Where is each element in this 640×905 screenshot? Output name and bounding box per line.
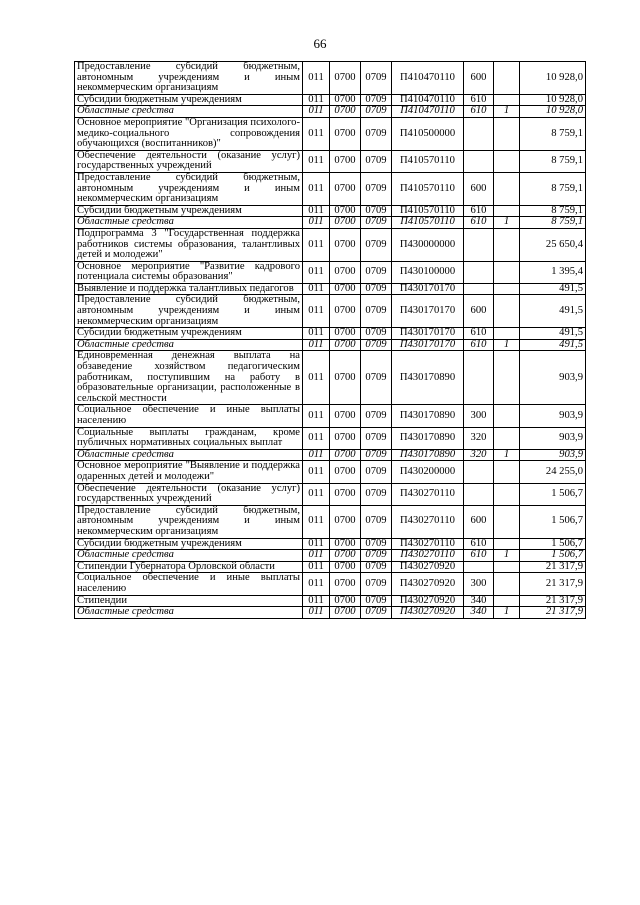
row-name-cell: Основное мероприятие "Организация психолого-медико-социального сопровождения обучающихся (воспитанников)" [75, 117, 303, 150]
expense-type-cell: 340 [464, 595, 494, 607]
gr-code-cell: 011 [303, 172, 330, 205]
section-code-cell: 0700 [330, 561, 361, 573]
subsection-code-cell: 0709 [361, 228, 392, 261]
amount-cell: 21 317,9 [520, 607, 586, 619]
source-cell [494, 261, 520, 283]
source-cell [494, 295, 520, 328]
section-code-cell: 0700 [330, 538, 361, 550]
table-row [75, 561, 586, 573]
section-code-cell: 0700 [330, 217, 361, 229]
gr-code-cell: 011 [303, 94, 330, 106]
amount-cell: 903,9 [520, 405, 586, 427]
source-cell [494, 538, 520, 550]
source-cell [494, 461, 520, 483]
expense-type-cell: 610 [464, 94, 494, 106]
source-cell [494, 351, 520, 405]
target-article-cell: П430170890 [392, 405, 464, 427]
row-name-cell: Областные средства [75, 339, 303, 351]
table-row [75, 205, 586, 217]
subsection-code-cell: 0709 [361, 295, 392, 328]
amount-cell: 903,9 [520, 449, 586, 461]
expense-type-cell: 610 [464, 328, 494, 340]
section-code-cell: 0700 [330, 295, 361, 328]
row-name-cell: Стипендии Губернатора Орловской области [75, 561, 303, 573]
subsection-code-cell: 0709 [361, 94, 392, 106]
subsection-code-cell: 0709 [361, 561, 392, 573]
source-cell [494, 117, 520, 150]
expense-type-cell: 610 [464, 217, 494, 229]
subsection-code-cell: 0709 [361, 150, 392, 172]
gr-code-cell: 011 [303, 538, 330, 550]
amount-cell: 903,9 [520, 427, 586, 449]
row-name-cell: Подпрограмма 3 "Государственная поддержка работников системы образования, талантливых детей и молодежи" [75, 228, 303, 261]
subsection-code-cell: 0709 [361, 205, 392, 217]
section-code-cell: 0700 [330, 550, 361, 562]
table-row [75, 505, 586, 538]
row-name-cell: Областные средства [75, 607, 303, 619]
target-article-cell: П430170170 [392, 283, 464, 295]
amount-cell: 8 759,1 [520, 172, 586, 205]
target-article-cell: П410500000 [392, 117, 464, 150]
table-row [75, 607, 586, 619]
row-name-cell: Стипендии [75, 595, 303, 607]
expense-type-cell: 600 [464, 172, 494, 205]
expense-type-cell: 320 [464, 427, 494, 449]
expense-type-cell: 600 [464, 505, 494, 538]
gr-code-cell: 011 [303, 449, 330, 461]
source-cell [494, 228, 520, 261]
table-row [75, 538, 586, 550]
amount-cell: 8 759,1 [520, 205, 586, 217]
section-code-cell: 0700 [330, 595, 361, 607]
expense-type-cell: 610 [464, 205, 494, 217]
target-article-cell: П410470110 [392, 94, 464, 106]
target-article-cell: П430170170 [392, 295, 464, 328]
table-row [75, 595, 586, 607]
expense-type-cell: 300 [464, 573, 494, 595]
section-code-cell: 0700 [330, 573, 361, 595]
expense-type-cell [464, 117, 494, 150]
source-cell [494, 172, 520, 205]
table-row [75, 94, 586, 106]
section-code-cell: 0700 [330, 461, 361, 483]
table-row [75, 106, 586, 118]
subsection-code-cell: 0709 [361, 538, 392, 550]
gr-code-cell: 011 [303, 295, 330, 328]
table-row [75, 295, 586, 328]
amount-cell: 1 395,4 [520, 261, 586, 283]
subsection-code-cell: 0709 [361, 607, 392, 619]
table-body [75, 62, 586, 619]
subsection-code-cell: 0709 [361, 405, 392, 427]
gr-code-cell: 011 [303, 427, 330, 449]
section-code-cell: 0700 [330, 505, 361, 538]
amount-cell: 10 928,0 [520, 94, 586, 106]
table-row [75, 261, 586, 283]
gr-code-cell: 011 [303, 505, 330, 538]
row-name-cell: Областные средства [75, 449, 303, 461]
gr-code-cell: 011 [303, 339, 330, 351]
gr-code-cell: 011 [303, 607, 330, 619]
gr-code-cell: 011 [303, 106, 330, 118]
expense-type-cell: 610 [464, 339, 494, 351]
amount-cell: 8 759,1 [520, 217, 586, 229]
table-row [75, 427, 586, 449]
subsection-code-cell: 0709 [361, 550, 392, 562]
source-cell: 1 [494, 106, 520, 118]
amount-cell: 21 317,9 [520, 561, 586, 573]
section-code-cell: 0700 [330, 205, 361, 217]
section-code-cell: 0700 [330, 117, 361, 150]
expense-type-cell [464, 150, 494, 172]
subsection-code-cell: 0709 [361, 595, 392, 607]
table-row [75, 217, 586, 229]
gr-code-cell: 011 [303, 62, 330, 95]
row-name-cell: Областные средства [75, 106, 303, 118]
subsection-code-cell: 0709 [361, 172, 392, 205]
row-name-cell: Областные средства [75, 550, 303, 562]
gr-code-cell: 011 [303, 573, 330, 595]
expense-type-cell [464, 261, 494, 283]
target-article-cell: П410570110 [392, 205, 464, 217]
amount-cell: 491,5 [520, 328, 586, 340]
gr-code-cell: 011 [303, 561, 330, 573]
row-name-cell: Предоставление субсидий бюджетным, автономным учреждениям и иным некоммерческим организациям [75, 505, 303, 538]
source-cell [494, 283, 520, 295]
table-row [75, 461, 586, 483]
gr-code-cell: 011 [303, 150, 330, 172]
expense-type-cell [464, 483, 494, 505]
expense-type-cell: 600 [464, 62, 494, 95]
section-code-cell: 0700 [330, 261, 361, 283]
amount-cell: 903,9 [520, 351, 586, 405]
subsection-code-cell: 0709 [361, 62, 392, 95]
gr-code-cell: 011 [303, 405, 330, 427]
amount-cell: 1 506,7 [520, 505, 586, 538]
source-cell [494, 595, 520, 607]
source-cell [494, 150, 520, 172]
table-row [75, 573, 586, 595]
gr-code-cell: 011 [303, 461, 330, 483]
subsection-code-cell: 0709 [361, 217, 392, 229]
target-article-cell: П430200000 [392, 461, 464, 483]
page-number: 66 [313, 36, 327, 51]
target-article-cell: П430270110 [392, 483, 464, 505]
section-code-cell: 0700 [330, 150, 361, 172]
section-code-cell: 0700 [330, 62, 361, 95]
source-cell [494, 573, 520, 595]
target-article-cell: П430270110 [392, 538, 464, 550]
target-article-cell: П410570110 [392, 150, 464, 172]
amount-cell: 21 317,9 [520, 573, 586, 595]
row-name-cell: Обеспечение деятельности (оказание услуг) государственных учреждений [75, 483, 303, 505]
table-row [75, 62, 586, 95]
subsection-code-cell: 0709 [361, 106, 392, 118]
subsection-code-cell: 0709 [361, 573, 392, 595]
gr-code-cell: 011 [303, 351, 330, 405]
section-code-cell: 0700 [330, 228, 361, 261]
expense-type-cell: 610 [464, 550, 494, 562]
table-row [75, 483, 586, 505]
target-article-cell: П430170890 [392, 427, 464, 449]
target-article-cell: П430170890 [392, 449, 464, 461]
row-name-cell: Предоставление субсидий бюджетным, автономным учреждениям и иным некоммерческим организациям [75, 62, 303, 95]
target-article-cell: П430170890 [392, 351, 464, 405]
target-article-cell: П430270110 [392, 505, 464, 538]
target-article-cell: П430270920 [392, 607, 464, 619]
target-article-cell: П410570110 [392, 172, 464, 205]
source-cell [494, 483, 520, 505]
section-code-cell: 0700 [330, 427, 361, 449]
amount-cell: 491,5 [520, 283, 586, 295]
gr-code-cell: 011 [303, 228, 330, 261]
target-article-cell: П430170170 [392, 328, 464, 340]
row-name-cell: Субсидии бюджетным учреждениям [75, 328, 303, 340]
row-name-cell: Социальные выплаты гражданам, кроме публичных нормативных социальных выплат [75, 427, 303, 449]
source-cell: 1 [494, 339, 520, 351]
expense-type-cell: 300 [464, 405, 494, 427]
section-code-cell: 0700 [330, 405, 361, 427]
source-cell: 1 [494, 550, 520, 562]
expense-type-cell: 320 [464, 449, 494, 461]
row-name-cell: Обеспечение деятельности (оказание услуг) государственных учреждений [75, 150, 303, 172]
target-article-cell: П410470110 [392, 62, 464, 95]
source-cell [494, 561, 520, 573]
budget-table [74, 61, 586, 619]
expense-type-cell: 600 [464, 295, 494, 328]
gr-code-cell: 011 [303, 205, 330, 217]
amount-cell: 10 928,0 [520, 106, 586, 118]
amount-cell: 1 506,7 [520, 483, 586, 505]
expense-type-cell [464, 561, 494, 573]
section-code-cell: 0700 [330, 449, 361, 461]
source-cell [494, 427, 520, 449]
section-code-cell: 0700 [330, 351, 361, 405]
table-row [75, 550, 586, 562]
amount-cell: 21 317,9 [520, 595, 586, 607]
row-name-cell: Социальное обеспечение и иные выплаты населению [75, 405, 303, 427]
source-cell [494, 405, 520, 427]
row-name-cell: Субсидии бюджетным учреждениям [75, 94, 303, 106]
source-cell: 1 [494, 607, 520, 619]
row-name-cell: Основное мероприятие "Выявление и поддержка одаренных детей и молодежи" [75, 461, 303, 483]
source-cell [494, 62, 520, 95]
target-article-cell: П410570110 [392, 217, 464, 229]
source-cell [494, 505, 520, 538]
amount-cell: 24 255,0 [520, 461, 586, 483]
amount-cell: 10 928,0 [520, 62, 586, 95]
table-row [75, 228, 586, 261]
row-name-cell: Социальное обеспечение и иные выплаты населению [75, 573, 303, 595]
target-article-cell: П430000000 [392, 228, 464, 261]
expense-type-cell [464, 283, 494, 295]
gr-code-cell: 011 [303, 483, 330, 505]
gr-code-cell: 011 [303, 595, 330, 607]
gr-code-cell: 011 [303, 117, 330, 150]
section-code-cell: 0700 [330, 483, 361, 505]
subsection-code-cell: 0709 [361, 427, 392, 449]
table-row [75, 449, 586, 461]
subsection-code-cell: 0709 [361, 461, 392, 483]
subsection-code-cell: 0709 [361, 449, 392, 461]
expense-type-cell: 610 [464, 106, 494, 118]
target-article-cell: П430270110 [392, 550, 464, 562]
source-cell: 1 [494, 449, 520, 461]
target-article-cell: П410470110 [392, 106, 464, 118]
section-code-cell: 0700 [330, 607, 361, 619]
gr-code-cell: 011 [303, 328, 330, 340]
section-code-cell: 0700 [330, 94, 361, 106]
table-row [75, 351, 586, 405]
table-row [75, 339, 586, 351]
subsection-code-cell: 0709 [361, 117, 392, 150]
subsection-code-cell: 0709 [361, 483, 392, 505]
expense-type-cell: 610 [464, 538, 494, 550]
amount-cell: 1 506,7 [520, 538, 586, 550]
subsection-code-cell: 0709 [361, 261, 392, 283]
amount-cell: 8 759,1 [520, 117, 586, 150]
table-row [75, 117, 586, 150]
row-name-cell: Предоставление субсидий бюджетным, автономным учреждениям и иным некоммерческим организациям [75, 172, 303, 205]
table-row [75, 283, 586, 295]
amount-cell: 1 506,7 [520, 550, 586, 562]
gr-code-cell: 011 [303, 261, 330, 283]
table-row [75, 150, 586, 172]
target-article-cell: П430270920 [392, 573, 464, 595]
expense-type-cell [464, 228, 494, 261]
subsection-code-cell: 0709 [361, 505, 392, 538]
table-row [75, 328, 586, 340]
table-row [75, 405, 586, 427]
amount-cell: 25 650,4 [520, 228, 586, 261]
subsection-code-cell: 0709 [361, 328, 392, 340]
row-name-cell: Субсидии бюджетным учреждениям [75, 538, 303, 550]
expense-type-cell [464, 461, 494, 483]
amount-cell: 8 759,1 [520, 150, 586, 172]
gr-code-cell: 011 [303, 283, 330, 295]
subsection-code-cell: 0709 [361, 339, 392, 351]
section-code-cell: 0700 [330, 106, 361, 118]
source-cell [494, 328, 520, 340]
source-cell [494, 94, 520, 106]
row-name-cell: Единовременная денежная выплата на обзаведение хозяйством педагогическим работникам, поступившим на работу в образовательные организации, расположенные в сельской местности [75, 351, 303, 405]
amount-cell: 491,5 [520, 339, 586, 351]
row-name-cell: Субсидии бюджетным учреждениям [75, 205, 303, 217]
target-article-cell: П430100000 [392, 261, 464, 283]
expense-type-cell: 340 [464, 607, 494, 619]
target-article-cell: П430270920 [392, 595, 464, 607]
source-cell [494, 205, 520, 217]
subsection-code-cell: 0709 [361, 351, 392, 405]
table-row [75, 172, 586, 205]
section-code-cell: 0700 [330, 328, 361, 340]
row-name-cell: Областные средства [75, 217, 303, 229]
section-code-cell: 0700 [330, 339, 361, 351]
expense-type-cell [464, 351, 494, 405]
subsection-code-cell: 0709 [361, 283, 392, 295]
section-code-cell: 0700 [330, 283, 361, 295]
amount-cell: 491,5 [520, 295, 586, 328]
row-name-cell: Предоставление субсидий бюджетным, автономным учреждениям и иным некоммерческим организациям [75, 295, 303, 328]
gr-code-cell: 011 [303, 217, 330, 229]
gr-code-cell: 011 [303, 550, 330, 562]
source-cell: 1 [494, 217, 520, 229]
target-article-cell: П430170170 [392, 339, 464, 351]
row-name-cell: Основное мероприятие "Развитие кадрового потенциала системы образования" [75, 261, 303, 283]
section-code-cell: 0700 [330, 172, 361, 205]
row-name-cell: Выявление и поддержка талантливых педагогов [75, 283, 303, 295]
target-article-cell: П430270920 [392, 561, 464, 573]
